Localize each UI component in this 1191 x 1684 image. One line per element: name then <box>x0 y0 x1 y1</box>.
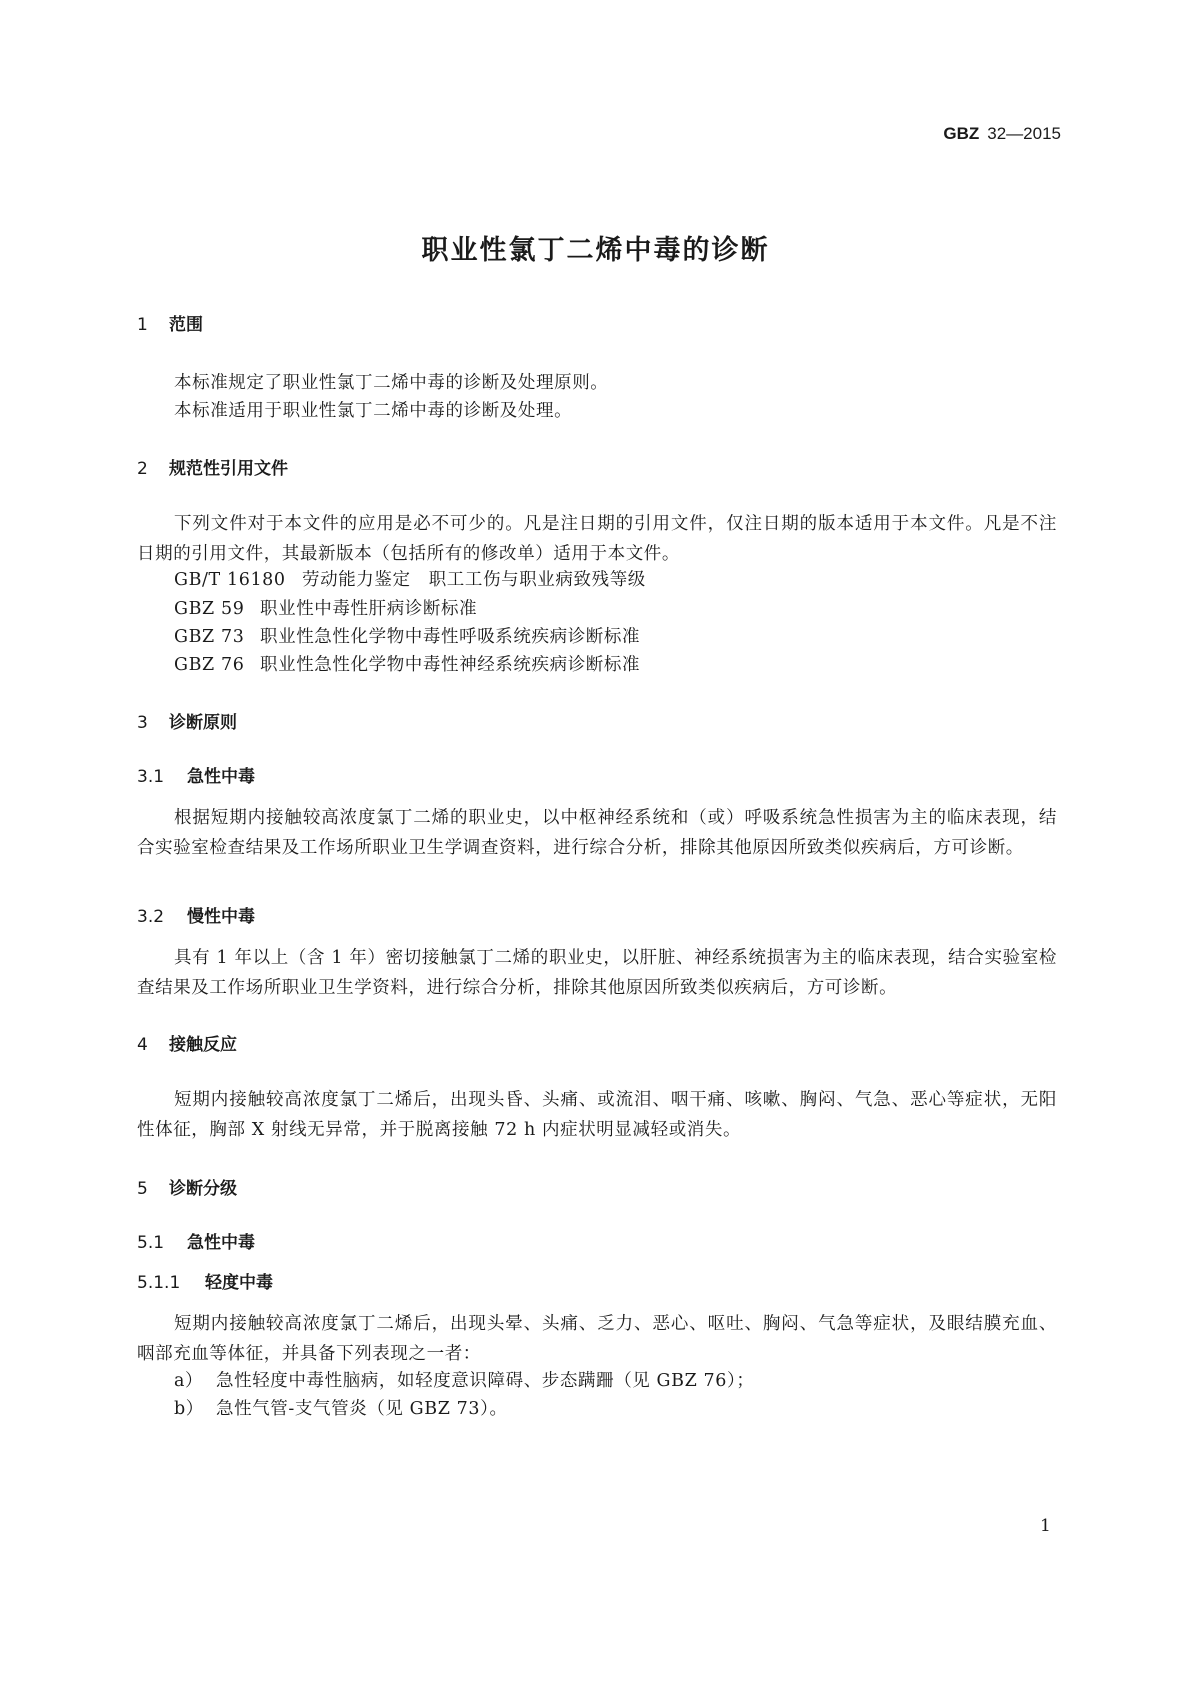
section-number: 5 <box>137 1179 148 1199</box>
reference-item <box>174 623 640 648</box>
section-2-heading <box>137 454 288 479</box>
section-number: 5.1 <box>137 1233 165 1253</box>
section-number: 3.1 <box>137 767 165 787</box>
section-1-heading <box>137 310 203 335</box>
section-1-paragraph-1: 本标准规定了职业性氯丁二烯中毒的诊断及处理原则。 <box>174 373 609 393</box>
section-3-1-heading <box>137 762 255 787</box>
section-number: 1 <box>137 315 148 335</box>
section-title: 急性中毒 <box>187 767 255 787</box>
reference-code: GBZ 59 <box>174 599 245 619</box>
section-5-heading <box>137 1174 237 1199</box>
section-3-1-paragraph: 根据短期内接触较高浓度氯丁二烯的职业史，以中枢神经系统和（或）呼吸系统急性损害为主的临床表现，结合实验室检查结果及工作场所职业卫生学调查资料，进行综合分析，排除其他原因所致类似疾病后，方可诊断。 <box>137 808 1057 858</box>
section-title: 范围 <box>169 315 203 335</box>
page-number: 1 <box>1040 1516 1051 1536</box>
section-4-heading <box>137 1030 237 1055</box>
section-3-heading <box>137 708 237 733</box>
section-3-2-heading <box>137 902 255 927</box>
reference-code: GBZ 76 <box>174 655 245 675</box>
list-item <box>174 1395 508 1420</box>
standard-number <box>943 124 1061 144</box>
standard-code: 32—2015 <box>987 124 1061 143</box>
section-title: 轻度中毒 <box>205 1273 273 1293</box>
section-title: 规范性引用文件 <box>169 459 288 479</box>
reference-title: 职业性急性化学物中毒性神经系统疾病诊断标准 <box>260 655 641 675</box>
list-item-label: a） <box>174 1371 204 1391</box>
section-5-1-1-heading <box>137 1268 273 1293</box>
section-number: 2 <box>137 459 148 479</box>
section-title: 接触反应 <box>169 1035 237 1055</box>
section-title: 急性中毒 <box>187 1233 255 1253</box>
reference-code: GBZ 73 <box>174 627 245 647</box>
section-number: 3.2 <box>137 907 165 927</box>
reference-title: 职业性中毒性肝病诊断标准 <box>260 599 478 619</box>
section-5-1-1-paragraph: 短期内接触较高浓度氯丁二烯后，出现头晕、头痛、乏力、恶心、呕吐、胸闷、气急等症状，及眼结膜充血、咽部充血等体征，并具备下列表现之一者： <box>137 1314 1057 1364</box>
section-5-1-heading <box>137 1228 255 1253</box>
section-title: 诊断分级 <box>169 1179 237 1199</box>
section-number: 5.1.1 <box>137 1273 181 1293</box>
reference-item <box>174 651 640 676</box>
list-item-text: 急性气管-支气管炎（见 GBZ 73）。 <box>216 1399 508 1419</box>
list-item-text: 急性轻度中毒性脑病，如轻度意识障碍、步态蹒跚（见 GBZ 76）； <box>216 1371 755 1391</box>
reference-item <box>174 566 646 591</box>
section-title: 慢性中毒 <box>187 907 255 927</box>
reference-title: 职业性急性化学物中毒性呼吸系统疾病诊断标准 <box>260 627 641 647</box>
reference-item <box>174 595 477 620</box>
page-title: 职业性氯丁二烯中毒的诊断 <box>421 235 770 266</box>
reference-code: GB/T 16180 <box>174 570 286 590</box>
list-item-label: b） <box>174 1399 204 1419</box>
section-title: 诊断原则 <box>169 713 237 733</box>
list-item <box>174 1367 754 1392</box>
section-1-paragraph-2: 本标准适用于职业性氯丁二烯中毒的诊断及处理。 <box>174 401 573 421</box>
reference-title: 劳动能力鉴定 职工工伤与职业病致残等级 <box>302 570 646 590</box>
section-number: 4 <box>137 1035 148 1055</box>
section-4-paragraph: 短期内接触较高浓度氯丁二烯后，出现头昏、头痛、或流泪、咽干痛、咳嗽、胸闷、气急、恶心等症状，无阳性体征，胸部 X 射线无异常，并于脱离接触 72 h 内症状明显减轻或消失。 <box>137 1090 1057 1140</box>
section-number: 3 <box>137 713 148 733</box>
standard-prefix: GBZ <box>943 124 980 143</box>
section-2-paragraph: 下列文件对于本文件的应用是必不可少的。凡是注日期的引用文件，仅注日期的版本适用于本文件。凡是不注日期的引用文件，其最新版本（包括所有的修改单）适用于本文件。 <box>137 514 1057 564</box>
section-3-2-paragraph: 具有 1 年以上（含 1 年）密切接触氯丁二烯的职业史，以肝脏、神经系统损害为主的临床表现，结合实验室检查结果及工作场所职业卫生学资料，进行综合分析，排除其他原因所致类似疾病后，方可诊断。 <box>137 948 1057 998</box>
